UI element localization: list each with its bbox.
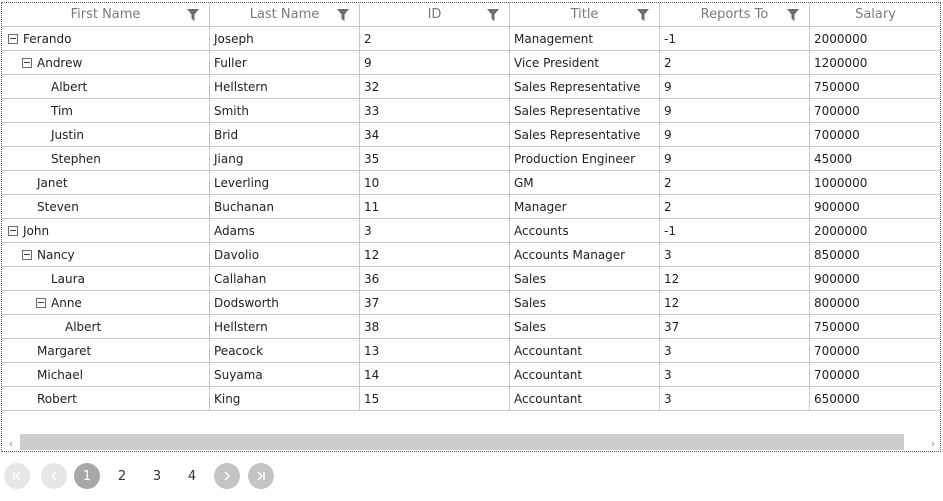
cell-title[interactable]: [510, 75, 660, 99]
cell-reports-to[interactable]: [660, 243, 810, 267]
cell-first-name[interactable]: [2, 27, 210, 51]
cell-first-name[interactable]: [2, 291, 210, 315]
cell-text: 3: [664, 247, 672, 262]
cell-text: 35: [364, 151, 380, 166]
cell-id[interactable]: [360, 27, 510, 51]
cell-first-name[interactable]: [2, 267, 210, 291]
table-row[interactable]: [2, 387, 941, 411]
cell-text: Andrew: [37, 55, 83, 70]
cell-text: 2: [364, 31, 372, 46]
page-4-button[interactable]: 4: [187, 468, 197, 484]
cell-text: 12: [364, 247, 380, 262]
table-row[interactable]: [2, 99, 941, 123]
cell-id[interactable]: [360, 147, 510, 171]
cell-text: Michael: [37, 367, 83, 382]
cell-text: Buchanan: [214, 199, 274, 214]
cell-text: 9: [664, 151, 672, 166]
cell-text: 9: [664, 103, 672, 118]
table-row[interactable]: [2, 291, 941, 315]
cell-text: Albert: [51, 79, 88, 94]
cell-text: Leverling: [214, 175, 270, 190]
cell-text: Accounts Manager: [514, 247, 626, 262]
cell-text: 700000: [814, 367, 860, 382]
cell-text: 10: [364, 175, 380, 190]
cell-reports-to[interactable]: [660, 51, 810, 75]
cell-text: Brid: [214, 127, 239, 142]
cell-first-name[interactable]: [2, 315, 210, 339]
cell-id[interactable]: [360, 123, 510, 147]
cell-first-name[interactable]: [2, 219, 210, 243]
previous-page-button[interactable]: [41, 463, 67, 489]
cell-reports-to[interactable]: [660, 99, 810, 123]
cell-reports-to[interactable]: [660, 291, 810, 315]
page-2-button[interactable]: 2: [117, 468, 127, 484]
chevron-right-icon: [221, 470, 233, 482]
cell-salary[interactable]: [810, 27, 941, 51]
filter-icon[interactable]: [636, 8, 650, 22]
cell-id[interactable]: [360, 339, 510, 363]
cell-last-name[interactable]: [210, 27, 360, 51]
cell-title[interactable]: [510, 387, 660, 411]
cell-text: Sales: [514, 319, 546, 334]
cell-last-name[interactable]: [210, 219, 360, 243]
cell-text: GM: [514, 175, 534, 190]
cell-text: Janet: [37, 175, 68, 190]
cell-id[interactable]: [360, 315, 510, 339]
cell-id[interactable]: [360, 243, 510, 267]
cell-last-name[interactable]: [210, 243, 360, 267]
page-3-button[interactable]: 3: [152, 468, 162, 484]
cell-text: Fuller: [214, 55, 247, 70]
cell-first-name[interactable]: [2, 171, 210, 195]
cell-first-name[interactable]: [2, 195, 210, 219]
cell-text: Accountant: [514, 367, 583, 382]
next-page-button[interactable]: [214, 463, 240, 489]
horizontal-scrollbar[interactable]: [2, 433, 941, 452]
cell-text: Stephen: [51, 151, 101, 166]
cell-first-name[interactable]: [2, 75, 210, 99]
cell-last-name[interactable]: [210, 291, 360, 315]
filter-icon[interactable]: [486, 8, 500, 22]
cell-title[interactable]: [510, 123, 660, 147]
cell-last-name[interactable]: [210, 267, 360, 291]
cell-salary[interactable]: [810, 291, 941, 315]
cell-text: 12: [664, 271, 680, 286]
cell-salary[interactable]: [810, 51, 941, 75]
cell-text: 45000: [814, 151, 853, 166]
cell-salary[interactable]: [810, 267, 941, 291]
cell-text: 900000: [814, 199, 860, 214]
table-row[interactable]: [2, 363, 941, 387]
cell-text: 13: [364, 343, 380, 358]
cell-text: Albert: [65, 319, 102, 334]
cell-text: 2: [664, 55, 672, 70]
first-page-button[interactable]: [4, 463, 30, 489]
cell-salary[interactable]: [810, 387, 941, 411]
cell-reports-to[interactable]: [660, 315, 810, 339]
cell-text: Tim: [51, 103, 73, 118]
table-row[interactable]: [2, 219, 941, 243]
scroll-left-icon[interactable]: ‹: [8, 436, 14, 450]
cell-id[interactable]: [360, 363, 510, 387]
cell-text: -1: [664, 223, 676, 238]
cell-reports-to[interactable]: [660, 147, 810, 171]
cell-id[interactable]: [360, 291, 510, 315]
cell-text: Sales: [514, 295, 546, 310]
table-row[interactable]: [2, 339, 941, 363]
collapse-icon[interactable]: [8, 226, 18, 236]
scroll-right-icon[interactable]: ›: [930, 436, 936, 450]
cell-last-name[interactable]: [210, 387, 360, 411]
cell-text: Sales: [514, 271, 546, 286]
cell-text: 12: [664, 295, 680, 310]
cell-text: 9: [664, 127, 672, 142]
column-header-title[interactable]: [510, 3, 660, 27]
cell-reports-to[interactable]: [660, 267, 810, 291]
cell-text: Ferando: [23, 31, 72, 46]
cell-text: 3: [664, 367, 672, 382]
cell-text: Vice President: [514, 55, 600, 70]
cell-last-name[interactable]: [210, 171, 360, 195]
cell-text: Accountant: [514, 343, 583, 358]
cell-text: John: [23, 223, 50, 238]
cell-last-name[interactable]: [210, 51, 360, 75]
cell-text: 700000: [814, 343, 860, 358]
cell-salary[interactable]: [810, 75, 941, 99]
collapse-icon[interactable]: [22, 58, 32, 68]
cell-reports-to[interactable]: [660, 171, 810, 195]
column-header-label: Last Name: [249, 7, 320, 22]
cell-text: Justin: [51, 127, 85, 142]
page-1-button[interactable]: 1: [74, 463, 100, 489]
cell-text: Nancy: [37, 247, 75, 262]
last-page-button[interactable]: [248, 463, 274, 489]
cell-reports-to[interactable]: [660, 339, 810, 363]
table-row[interactable]: [2, 51, 941, 75]
cell-text: Accountant: [514, 391, 583, 406]
column-header-label: First Name: [70, 7, 141, 22]
cell-first-name[interactable]: [2, 339, 210, 363]
cell-title[interactable]: [510, 27, 660, 51]
cell-text: Smith: [214, 103, 249, 118]
cell-text: King: [214, 391, 241, 406]
cell-text: Jiang: [214, 151, 244, 166]
column-header-label: Title: [570, 7, 599, 22]
cell-reports-to[interactable]: [660, 123, 810, 147]
cell-text: 38: [364, 319, 380, 334]
cell-text: 3: [664, 343, 672, 358]
cell-text: 37: [364, 295, 380, 310]
cell-text: -1: [664, 31, 676, 46]
last-page-icon: [255, 470, 267, 482]
cell-salary[interactable]: [810, 123, 941, 147]
cell-text: Suyama: [214, 367, 263, 382]
cell-first-name[interactable]: [2, 387, 210, 411]
filter-icon[interactable]: [786, 8, 800, 22]
cell-title[interactable]: [510, 243, 660, 267]
cell-first-name[interactable]: [2, 99, 210, 123]
cell-text: Sales Representative: [514, 103, 641, 118]
column-header-reports-to[interactable]: [660, 3, 810, 27]
cell-id[interactable]: [360, 51, 510, 75]
cell-text: 34: [364, 127, 380, 142]
cell-reports-to[interactable]: [660, 219, 810, 243]
table-row[interactable]: [2, 243, 941, 267]
cell-text: Callahan: [214, 271, 267, 286]
filter-icon[interactable]: [186, 8, 200, 22]
cell-title[interactable]: [510, 51, 660, 75]
cell-text: Margaret: [37, 343, 92, 358]
cell-salary[interactable]: [810, 99, 941, 123]
cell-text: Hellstern: [214, 79, 268, 94]
cell-text: Hellstern: [214, 319, 268, 334]
table-row[interactable]: [2, 267, 941, 291]
cell-text: Manager: [514, 199, 567, 214]
filter-icon[interactable]: [336, 8, 350, 22]
cell-salary[interactable]: [810, 363, 941, 387]
cell-last-name[interactable]: [210, 75, 360, 99]
cell-id[interactable]: [360, 75, 510, 99]
cell-text: Joseph: [214, 31, 254, 46]
cell-last-name[interactable]: [210, 147, 360, 171]
cell-title[interactable]: [510, 219, 660, 243]
cell-salary[interactable]: [810, 147, 941, 171]
cell-text: 36: [364, 271, 380, 286]
cell-reports-to[interactable]: [660, 363, 810, 387]
cell-id[interactable]: [360, 387, 510, 411]
cell-text: 33: [364, 103, 380, 118]
cell-last-name[interactable]: [210, 99, 360, 123]
table-row[interactable]: [2, 147, 941, 171]
cell-last-name[interactable]: [210, 363, 360, 387]
cell-text: 700000: [814, 127, 860, 142]
cell-text: Management: [514, 31, 594, 46]
cell-salary[interactable]: [810, 171, 941, 195]
column-header-last-name[interactable]: [210, 3, 360, 27]
cell-first-name[interactable]: [2, 363, 210, 387]
cell-title[interactable]: [510, 195, 660, 219]
cell-title[interactable]: [510, 315, 660, 339]
cell-text: Adams: [214, 223, 255, 238]
cell-text: Steven: [37, 199, 79, 214]
pager: [4, 463, 304, 491]
cell-reports-to[interactable]: [660, 195, 810, 219]
cell-text: 850000: [814, 247, 860, 262]
cell-text: 900000: [814, 271, 860, 286]
cell-text: 2: [664, 175, 672, 190]
cell-text: 800000: [814, 295, 860, 310]
cell-salary[interactable]: [810, 243, 941, 267]
cell-text: 15: [364, 391, 380, 406]
cell-text: 2000000: [814, 31, 868, 46]
cell-id[interactable]: [360, 195, 510, 219]
table-row[interactable]: [2, 315, 941, 339]
cell-title[interactable]: [510, 267, 660, 291]
cell-first-name[interactable]: [2, 51, 210, 75]
cell-text: Laura: [51, 271, 85, 286]
cell-last-name[interactable]: [210, 195, 360, 219]
grid-header: [2, 3, 941, 27]
cell-text: Davolio: [214, 247, 260, 262]
cell-text: 1200000: [814, 55, 868, 70]
cell-title[interactable]: [510, 171, 660, 195]
cell-text: Robert: [37, 391, 77, 406]
cell-title[interactable]: [510, 339, 660, 363]
cell-salary[interactable]: [810, 195, 941, 219]
table-row[interactable]: [2, 171, 941, 195]
cell-text: 2: [664, 199, 672, 214]
cell-text: 2000000: [814, 223, 868, 238]
cell-title[interactable]: [510, 363, 660, 387]
cell-text: Production Engineer: [514, 151, 636, 166]
column-header-id[interactable]: [360, 3, 510, 27]
table-row[interactable]: [2, 123, 941, 147]
cell-text: 32: [364, 79, 380, 94]
tree-grid: [1, 2, 941, 452]
scroll-thumb[interactable]: [20, 434, 904, 450]
cell-text: Dodsworth: [214, 295, 279, 310]
table-row[interactable]: [2, 75, 941, 99]
cell-text: 1000000: [814, 175, 868, 190]
cell-text: Accounts: [514, 223, 569, 238]
cell-title[interactable]: [510, 291, 660, 315]
cell-text: 700000: [814, 103, 860, 118]
cell-text: 750000: [814, 319, 860, 334]
cell-id[interactable]: [360, 99, 510, 123]
cell-text: Sales Representative: [514, 127, 641, 142]
table-row[interactable]: [2, 27, 941, 51]
cell-text: 9: [664, 79, 672, 94]
chevron-left-icon: [48, 470, 60, 482]
cell-salary[interactable]: [810, 315, 941, 339]
cell-reports-to[interactable]: [660, 387, 810, 411]
cell-last-name[interactable]: [210, 123, 360, 147]
cell-id[interactable]: [360, 171, 510, 195]
column-header-label: Salary: [855, 7, 896, 22]
cell-text: 3: [664, 391, 672, 406]
collapse-icon[interactable]: [36, 298, 46, 308]
first-page-icon: [11, 470, 23, 482]
cell-first-name[interactable]: [2, 147, 210, 171]
cell-text: Peacock: [214, 343, 264, 358]
cell-text: 14: [364, 367, 380, 382]
column-header-label: ID: [427, 7, 442, 22]
cell-salary[interactable]: [810, 219, 941, 243]
cell-first-name[interactable]: [2, 123, 210, 147]
cell-last-name[interactable]: [210, 339, 360, 363]
cell-salary[interactable]: [810, 339, 941, 363]
cell-text: 650000: [814, 391, 860, 406]
cell-last-name[interactable]: [210, 315, 360, 339]
cell-text: 37: [664, 319, 680, 334]
cell-text: 9: [364, 55, 372, 70]
collapse-icon[interactable]: [8, 34, 18, 44]
cell-text: 750000: [814, 79, 860, 94]
collapse-icon[interactable]: [22, 250, 32, 260]
cell-reports-to[interactable]: [660, 75, 810, 99]
cell-text: 3: [364, 223, 372, 238]
cell-id[interactable]: [360, 219, 510, 243]
cell-text: Sales Representative: [514, 79, 641, 94]
cell-title[interactable]: [510, 147, 660, 171]
cell-first-name[interactable]: [2, 243, 210, 267]
column-header-label: Reports To: [700, 7, 769, 22]
cell-id[interactable]: [360, 267, 510, 291]
column-header-salary[interactable]: [810, 3, 941, 27]
cell-reports-to[interactable]: [660, 27, 810, 51]
cell-text: Anne: [51, 295, 82, 310]
column-header-first-name[interactable]: [2, 3, 210, 27]
cell-title[interactable]: [510, 99, 660, 123]
cell-text: 11: [364, 199, 380, 214]
table-row[interactable]: [2, 195, 941, 219]
